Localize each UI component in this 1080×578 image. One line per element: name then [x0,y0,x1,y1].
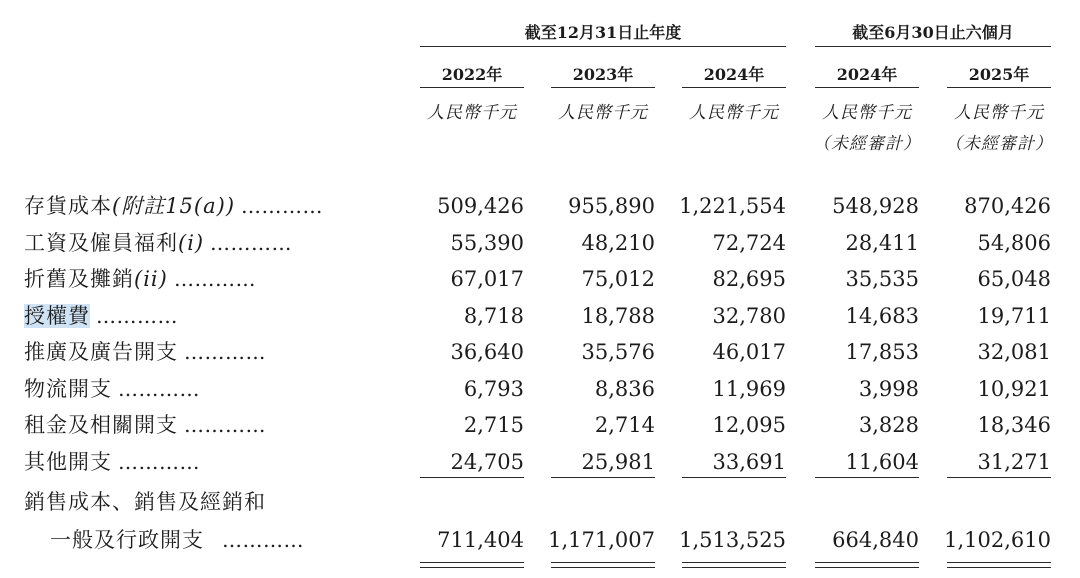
subtotal-rule-4 [815,477,919,478]
unaudited-label-1: （未經審計） [813,134,921,154]
total-double-rule-a-2 [551,562,655,563]
row-label-text: 物流開支 [24,377,112,401]
row-label-text: 授權費 [24,304,90,328]
row-value-2024-h1: 3,998 [858,377,919,401]
row-value-2024-h1: 11,604 [845,450,919,474]
header-group-six-months: 截至6月30日止六個月 [852,23,1014,42]
unit-label-4: 人民幣千元 [822,103,912,123]
total-value-2024-h1: 664,840 [832,528,919,552]
row-value-2024-h1: 3,828 [858,413,919,437]
group-six-months-rule [815,46,1051,47]
row-label [24,265,168,293]
row-value-2023: 2,714 [594,413,655,437]
row-leader-dots: ………… [184,413,266,437]
row-value-2024-h1: 14,683 [845,304,919,328]
row-label-text: 工資及僱員福利 [24,231,178,255]
subtotal-rule-2 [551,477,655,478]
row-value-2024-h1: 548,928 [832,194,919,218]
row-value-2024: 12,095 [712,413,786,437]
total-value-2025-h1: 1,102,610 [944,528,1051,552]
row-label-note: (ii) [134,267,168,291]
row-label [24,192,235,220]
row-value-2025-h1: 65,048 [977,267,1051,291]
row-leader-dots: ………… [118,450,200,474]
row-leader-dots: ………… [184,340,266,364]
row-leader-dots: ………… [118,377,200,401]
row-value-2025-h1: 31,271 [977,450,1051,474]
row-value-2023: 48,210 [581,231,655,255]
row-leader-dots: ………… [96,304,178,328]
subtotal-rule-3 [682,477,786,478]
total-double-rule-a-4 [815,562,919,563]
row-value-2024-h1: 17,853 [845,340,919,364]
row-label [24,448,112,476]
row-label [24,375,112,403]
unit-label-1: 人民幣千元 [427,103,517,123]
row-value-2022: 2,715 [463,413,524,437]
row-value-2023: 18,788 [581,304,655,328]
total-double-rule-b-2 [551,567,655,568]
row-value-2022: 55,390 [450,231,524,255]
row-value-2024-h1: 35,535 [845,267,919,291]
row-value-2024: 72,724 [712,231,786,255]
subtotal-rule-5 [947,477,1051,478]
year-header-2: 2023年 [572,65,634,84]
row-label [24,338,178,366]
total-double-rule-b-3 [682,567,786,568]
total-label-line2: 一般及行政開支 [50,528,204,552]
row-value-2025-h1: 19,711 [977,304,1051,328]
total-double-rule-b-1 [420,567,524,568]
row-leader-dots: ………… [174,267,256,291]
total-leader-dots: ………… [222,528,304,552]
row-value-2023: 25,981 [581,450,655,474]
row-value-2022: 67,017 [450,267,524,291]
total-value-2022: 711,404 [437,528,524,552]
row-label-text: 折舊及攤銷 [24,267,134,291]
header-group-year: 截至12月31日止年度 [524,23,682,42]
row-value-2025-h1: 18,346 [977,413,1051,437]
total-double-rule-a-1 [420,562,524,563]
unit-label-2: 人民幣千元 [558,103,648,123]
total-double-rule-a-3 [682,562,786,563]
row-value-2022: 8,718 [463,304,524,328]
row-value-2022: 6,793 [463,377,524,401]
row-value-2025-h1: 32,081 [977,340,1051,364]
row-value-2024: 46,017 [712,340,786,364]
year-header-3: 2024年 [703,65,765,84]
year-header-1: 2022年 [441,65,503,84]
unit-label-5: 人民幣千元 [954,103,1044,123]
row-value-2022: 36,640 [450,340,524,364]
group-year-rule [420,46,786,47]
row-value-2023: 75,012 [581,267,655,291]
row-value-2022: 24,705 [450,450,524,474]
row-value-2025-h1: 870,426 [964,194,1051,218]
row-value-2024: 11,969 [712,377,786,401]
year-header-4: 2024年 [836,65,898,84]
subtotal-rule-1 [420,477,524,478]
total-label-line1: 銷售成本、銷售及經銷和 [24,490,266,514]
total-value-2023: 1,171,007 [548,528,655,552]
year-rule-1 [420,87,524,88]
total-value-2024: 1,513,525 [679,528,786,552]
total-double-rule-b-4 [815,567,919,568]
row-label-text: 租金及相關開支 [24,413,178,437]
row-value-2022: 509,426 [437,194,524,218]
year-rule-3 [682,87,786,88]
year-header-5: 2025年 [968,65,1030,84]
row-label-text: 推廣及廣告開支 [24,340,178,364]
total-double-rule-b-5 [947,567,1051,568]
row-label-note: (附註15(a)) [112,194,236,218]
total-double-rule-a-5 [947,562,1051,563]
row-label-text: 其他開支 [24,450,112,474]
row-value-2023: 35,576 [581,340,655,364]
row-leader-dots: ………… [210,231,292,255]
year-rule-2 [551,87,655,88]
row-label-text: 存貨成本 [24,194,112,218]
row-label [24,229,204,257]
unit-label-3: 人民幣千元 [689,103,779,123]
row-value-2024: 1,221,554 [679,194,786,218]
year-rule-5 [947,87,1051,88]
row-value-2023: 955,890 [568,194,655,218]
row-value-2024: 82,695 [712,267,786,291]
row-value-2025-h1: 10,921 [977,377,1051,401]
row-label [24,302,90,330]
row-value-2025-h1: 54,806 [977,231,1051,255]
row-value-2024: 33,691 [712,450,786,474]
row-label [24,411,178,439]
row-value-2024-h1: 28,411 [845,231,919,255]
row-label-note: (i) [178,231,205,255]
row-value-2023: 8,836 [594,377,655,401]
row-value-2024: 32,780 [712,304,786,328]
year-rule-4 [815,87,919,88]
row-leader-dots: ………… [241,194,323,218]
unaudited-label-2: （未經審計） [945,134,1053,154]
